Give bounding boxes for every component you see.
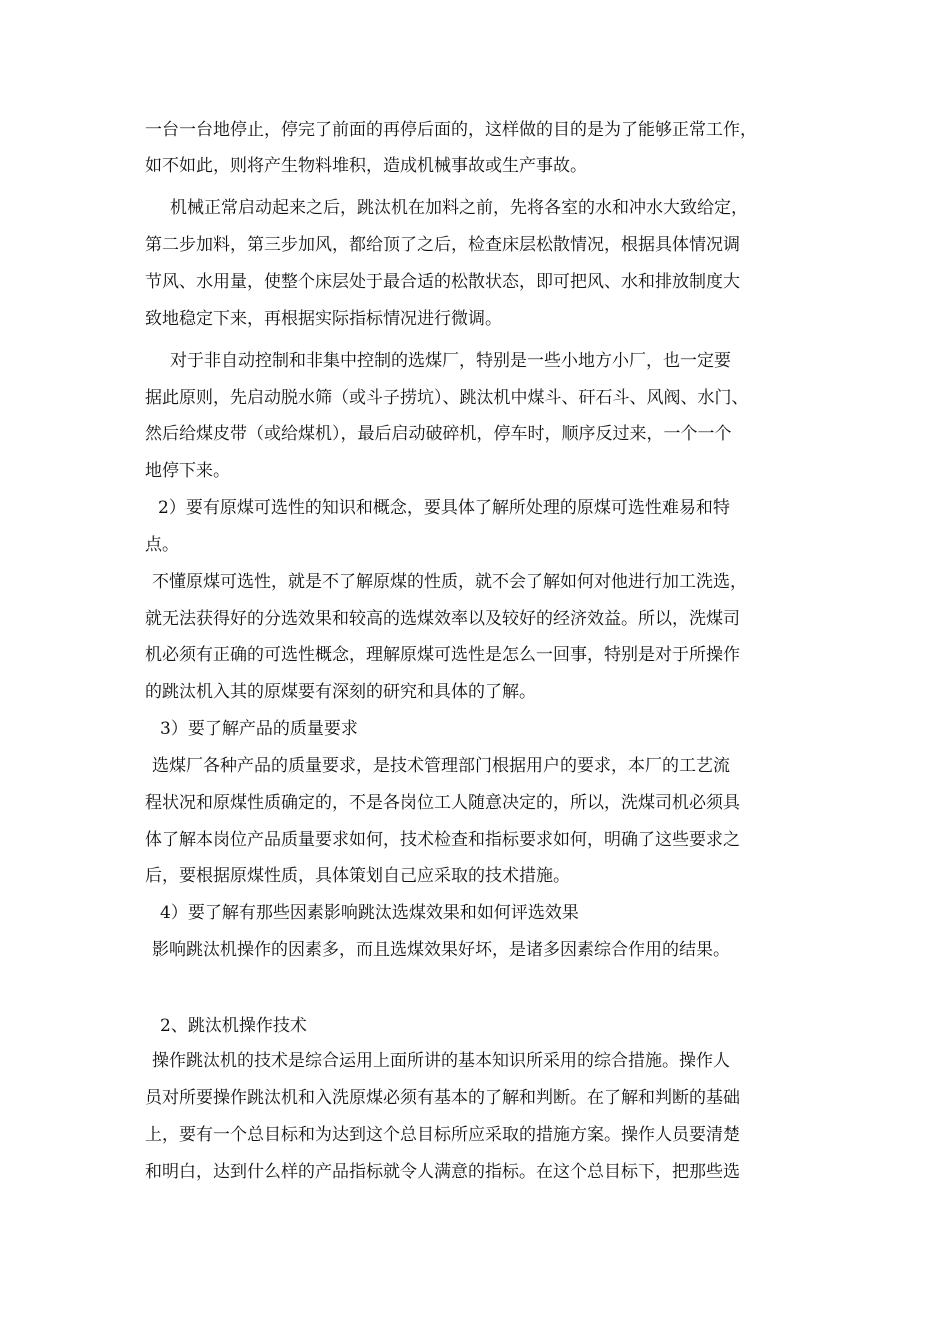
text-line: 致地稳定下来，再根据实际指标情况进行微调。	[145, 309, 502, 329]
paragraph-start-line: 机械正常启动起来之后，跳汰机在加料之前，先将各室的水和冲水大致给定，	[170, 198, 748, 218]
text-line: 员对所要操作跳汰机和入洗原煤必须有基本的了解和判断。在了解和判断的基础	[145, 1088, 740, 1108]
text-line: 机必须有正确的可选性概念，理解原煤可选性是怎么一回事，特别是对于所操作	[145, 645, 740, 665]
text-line: 点。	[145, 535, 179, 555]
text-line: 后，要根据原煤性质，具体策划自己应采取的技术措施。	[145, 866, 570, 886]
section-heading: 2、跳汰机操作技术	[160, 1016, 307, 1036]
paragraph-start-line: 影响跳汰机操作的因素多，而且选煤效果好坏，是诸多因素综合作用的结果。	[152, 940, 730, 960]
text-line: 的跳汰机入其的原煤要有深刻的研究和具体的了解。	[145, 682, 536, 702]
text-line: 上，要有一个总目标和为达到这个总目标所应采取的措施方案。操作人员要清楚	[145, 1125, 740, 1145]
text-line: 据此原则，先启动脱水筛（或斗子捞坑）、跳汰机中煤斗、矸石斗、风阀、水门、	[145, 388, 749, 408]
text-line: 节风、水用量，使整个床层处于最合适的松散状态，即可把风、水和排放制度大	[145, 272, 740, 292]
text-line: 然后给煤皮带（或给煤机），最后启动破碎机，停车时，顺序反过来，一个一个	[145, 424, 732, 444]
text-line: 就无法获得好的分选效果和较高的选煤效率以及较好的经济效益。所以，洗煤司	[145, 609, 740, 629]
text-line: 一台一台地停止，停完了前面的再停后面的，这样做的目的是为了能够正常工作，	[145, 120, 757, 140]
text-line: 如不如此，则将产生物料堆积，造成机械事故或生产事故。	[145, 156, 587, 176]
text-line: 程状况和原煤性质确定的，不是各岗位工人随意决定的，所以，洗煤司机必须具	[145, 793, 740, 813]
text-line: 地停下来。	[145, 461, 230, 481]
text-line: 第二步加料，第三步加风，都给顶了之后，检查床层松散情况，根据具体情况调	[145, 235, 740, 255]
paragraph-start-line: 对于非自动控制和非集中控制的选煤厂，特别是一些小地方小厂，也一定要	[170, 351, 731, 371]
list-item-heading: 3）要了解产品的质量要求	[160, 719, 358, 739]
paragraph-start-line: 不懂原煤可选性，就是不了解原煤的性质，就不会了解如何对他进行加工洗选，	[152, 572, 747, 592]
paragraph-start-line: 选煤厂各种产品的质量要求，是技术管理部门根据用户的要求，本厂的工艺流	[152, 756, 730, 776]
list-item-heading: 4）要了解有那些因素影响跳汰选煤效果和如何评选效果	[160, 903, 579, 923]
text-line: 和明白，达到什么样的产品指标就令人满意的指标。在这个总目标下，把那些选	[145, 1162, 740, 1182]
list-item-heading: 2）要有原煤可选性的知识和概念，要具体了解所处理的原煤可选性难易和特	[158, 498, 730, 518]
paragraph-start-line: 操作跳汰机的技术是综合运用上面所讲的基本知识所采用的综合措施。操作人	[152, 1051, 730, 1071]
text-line: 体了解本岗位产品质量要求如何，技术检查和指标要求如何，明确了这些要求之	[145, 830, 740, 850]
